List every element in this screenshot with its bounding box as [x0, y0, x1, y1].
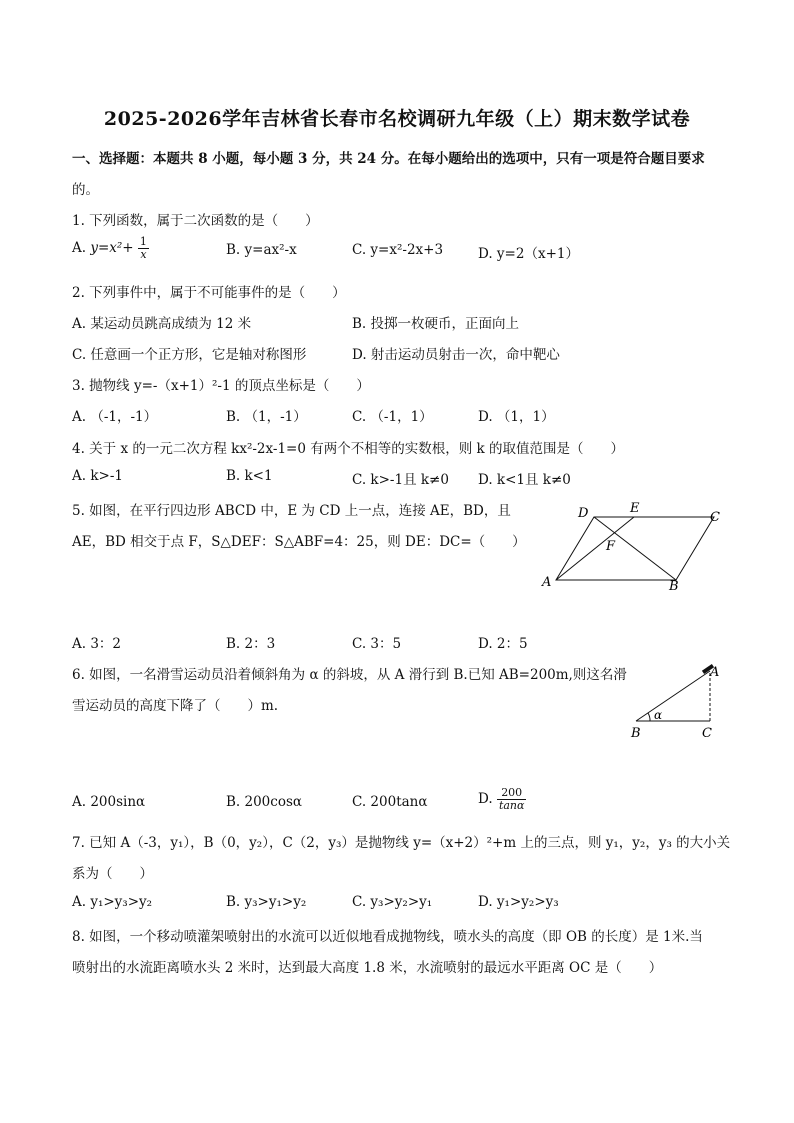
q1-option-c: C. y=x²-2x+3 [352, 242, 444, 258]
q6-label-c: C [702, 726, 712, 741]
q1-option-a-prefix: A. [72, 240, 91, 256]
q5-parallelogram-figure [536, 500, 726, 596]
q1-option-a-fraction [138, 236, 149, 261]
q7-option-d: D. y₁>y₂>y₃ [478, 894, 559, 910]
q5-label-c: C [710, 510, 720, 525]
q5-option-c: C. 3：5 [352, 636, 402, 652]
q6-stem-line2: 雪运动员的高度下降了（ ）m. [72, 698, 279, 714]
q5-label-e: E [630, 501, 640, 516]
q7-option-b: B. y₃>y₁>y₂ [226, 894, 307, 910]
q5-option-d: D. 2：5 [478, 636, 528, 652]
section-heading-line2: 的。 [72, 182, 99, 198]
q6-label-a: A [710, 665, 720, 680]
q6-label-b: B [631, 726, 641, 741]
q8-stem-line1: 8. 如图，一个移动喷灌架喷射出的水流可以近似地看成抛物线，喷水头的高度（即 OB 的长度）是 1米.当 [72, 929, 703, 945]
q7-option-a: A. y₁>y₃>y₂ [72, 894, 153, 910]
q5-label-d: D [578, 506, 589, 521]
q2-option-c: C. 任意画一个正方形，它是轴对称图形 [72, 347, 307, 363]
q1-option-d: D. y=2（x+1） [478, 246, 579, 262]
q6-option-d-frac-num: 200 [497, 787, 527, 800]
q3-stem: 3. 抛物线 y=-（x+1）²-1 的顶点坐标是（ ） [72, 378, 370, 394]
q2-option-a: A. 某运动员跳高成绩为 12 米 [72, 316, 252, 332]
exam-title: 2025-2026学年吉林省长春市名校调研九年级（上）期末数学试卷 [103, 108, 691, 130]
q5-label-f: F [606, 539, 616, 554]
q1-stem: 1. 下列函数，属于二次函数的是（ ） [72, 213, 319, 229]
q6-option-c: C. 200tanα [352, 794, 428, 810]
q6-option-d-frac-den: tanα [498, 799, 525, 812]
q4-option-a: A. k>-1 [72, 468, 123, 484]
q7-stem-line2: 系为（ ） [72, 866, 153, 882]
q8-stem-line2: 喷射出的水流距离喷水头 2 米时，达到最大高度 1.8 米，水流喷射的最远水平距离 OC 是（ ） [72, 960, 663, 976]
q7-stem-line1: 7. 已知 A（-3，y₁），B（0，y₂），C（2，y₃）是抛物线 y=（x+2）²+m 上的三点，则 y₁，y₂，y₃ 的大小关 [72, 835, 731, 851]
q5-stem-line1: 5. 如图，在平行四边形 ABCD 中，E 为 CD 上一点，连接 AE，BD，且 [72, 503, 511, 519]
q3-option-c: C. （-1，1） [352, 409, 433, 425]
q3-option-d: D. （1，1） [478, 409, 555, 425]
q6-option-d-fraction [497, 787, 527, 812]
q5-label-a: A [542, 575, 552, 590]
q4-option-d: D. k<1且 k≠0 [478, 472, 571, 488]
q2-stem: 2. 下列事件中，属于不可能事件的是（ ） [72, 285, 346, 301]
q1-option-a-expr: y=x²+ [90, 240, 134, 256]
q4-option-b: B. k<1 [226, 468, 273, 484]
q2-option-d: D. 射击运动员射击一次，命中靶心 [352, 347, 560, 363]
q6-stem-line1: 6. 如图，一名滑雪运动员沿着倾斜角为 α 的斜坡，从 A 滑行到 B.已知 AB=200m,则这名滑 [72, 667, 627, 683]
q5-label-b: B [669, 579, 679, 594]
q5-option-a: A. 3：2 [72, 636, 122, 652]
q6-option-d [478, 787, 526, 812]
q7-option-c: C. y₃>y₂>y₁ [352, 894, 433, 910]
q6-slope-ab [636, 671, 710, 721]
q4-stem: 4. 关于 x 的一元二次方程 kx²-2x-1=0 有两个不相等的实数根，则 k 的取值范围是（ ） [72, 441, 624, 457]
q2-option-b: B. 投掷一枚硬币，正面向上 [352, 316, 520, 332]
q6-angle-arc [648, 713, 650, 721]
q5-stem-line2: AE，BD 相交于点 F，S△DEF：S△ABF=4：25，则 DE：DC=（ ） [72, 534, 526, 550]
q5-option-b: B. 2：3 [226, 636, 276, 652]
q4-option-c: C. k>-1且 k≠0 [352, 472, 449, 488]
q6-slope-figure [622, 660, 732, 742]
q6-label-alpha: α [654, 708, 663, 722]
q1-option-a-frac-den: x [140, 248, 147, 261]
q1-option-a [72, 236, 149, 261]
q1-option-b: B. y=ax²-x [226, 242, 297, 258]
q6-option-b: B. 200cosα [226, 794, 303, 810]
section-heading-line1: 一、选择题：本题共 8 小题，每小题 3 分，共 24 分。在每小题给出的选项中，只有一项是符合题目要求 [72, 151, 705, 167]
q3-option-b: B. （1，-1） [226, 409, 307, 425]
q3-option-a: A. （-1，-1） [72, 409, 158, 425]
q5-segment-ae [556, 517, 634, 580]
q1-option-a-frac-num: 1 [139, 235, 147, 248]
q6-option-a: A. 200sinα [72, 794, 146, 810]
q6-option-d-prefix: D. [478, 791, 497, 807]
